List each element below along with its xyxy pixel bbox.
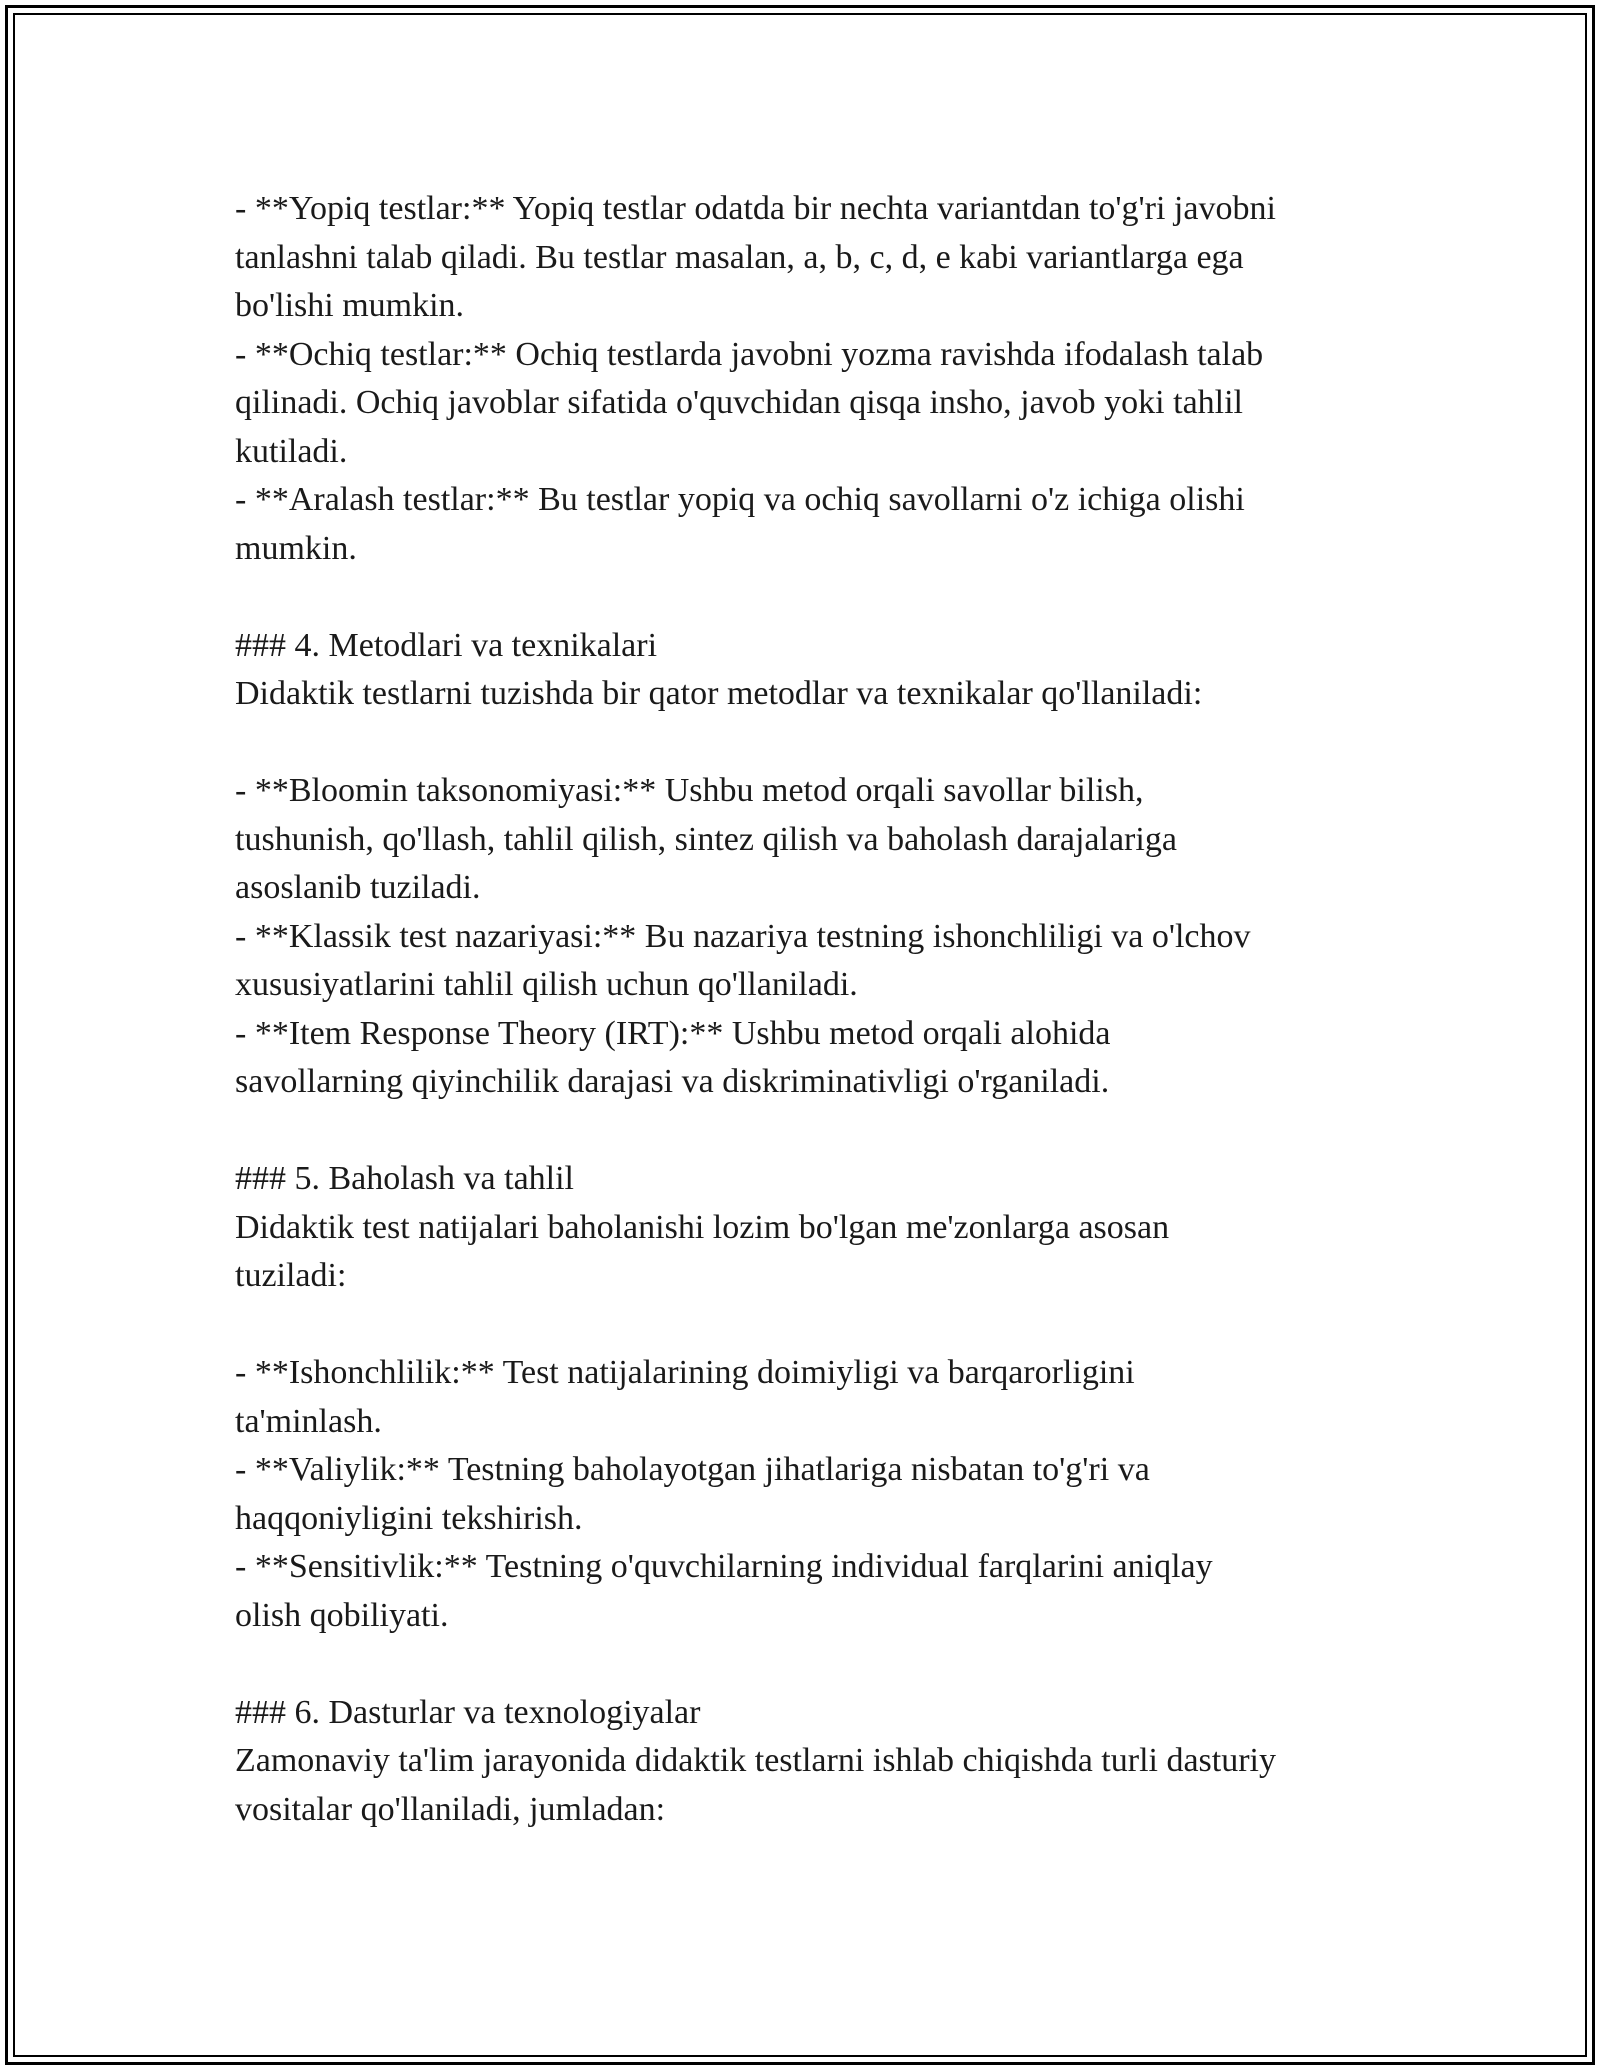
text-line: - **Item Response Theory (IRT):** Ushbu metod orqali alohida — [235, 1014, 1111, 1052]
text-line: mumkin. — [235, 529, 357, 567]
text-line: tushunish, qo'llash, tahlil qilish, sintez qilish va baholash darajalariga — [235, 820, 1177, 858]
text-line: - **Sensitivlik:** Testning o'quvchilarning individual farqlarini aniqlay — [235, 1548, 1213, 1585]
text-line: - **Ishonchlilik:** Test natijalarining doimiyligi va barqarorligini — [235, 1354, 1135, 1391]
blank-line — [235, 1107, 1385, 1156]
text-line: vositalar qo'llaniladi, jumladan: — [235, 1790, 666, 1828]
text-line: olish qobiliyati. — [235, 1596, 449, 1634]
text-line: asoslanib tuziladi. — [235, 869, 481, 906]
text-line: - **Aralash testlar:** Bu testlar yopiq va ochiq savollarni o'z ichiga olishi — [235, 481, 1245, 518]
text-line: tuziladi: — [235, 1257, 347, 1294]
document-body — [235, 185, 1385, 1834]
text-line: haqqoniyligini tekshirish. — [235, 1499, 583, 1537]
text-line: - **Klassik test nazariyasi:** Bu nazariya testning ishonchliligi va o'lchov — [235, 917, 1251, 955]
blank-line — [235, 1640, 1385, 1689]
section-heading: ### 6. Dasturlar va texnologiyalar — [235, 1693, 701, 1731]
text-line: - **Yopiq testlar:** Yopiq testlar odatda bir nechta variantdan to'g'ri javobni — [235, 190, 1276, 227]
text-line: ta'minlash. — [235, 1402, 382, 1440]
text-line: Didaktik test natijalari baholanishi lozim bo'lgan me'zonlarga asosan — [235, 1208, 1170, 1246]
text-line: xususiyatlarini tahlil qilish uchun qo'llaniladi. — [235, 966, 858, 1003]
text-line: bo'lishi mumkin. — [235, 287, 465, 324]
text-line: tanlashni talab qiladi. Bu testlar masalan, a, b, c, d, e kabi variantlarga ega — [235, 238, 1244, 276]
section-heading: ### 4. Metodlari va texnikalari — [235, 626, 658, 664]
text-line: kutiladi. — [235, 432, 348, 470]
text-line: savollarning qiyinchilik darajasi va diskriminativligi o'rganiladi. — [235, 1063, 1110, 1100]
blank-line — [235, 1301, 1385, 1350]
text-line: - **Bloomin taksonomiyasi:** Ushbu metod orqali savollar bilish, — [235, 772, 1144, 809]
blank-line — [235, 719, 1385, 768]
blank-line — [235, 573, 1385, 622]
text-line: Didaktik testlarni tuzishda bir qator metodlar va texnikalar qo'llaniladi: — [235, 675, 1203, 712]
section-heading: ### 5. Baholash va tahlil — [235, 1160, 575, 1197]
text-line: - **Ochiq testlar:** Ochiq testlarda javobni yozma ravishda ifodalash talab — [235, 335, 1264, 373]
text-line: Zamonaviy ta'lim jarayonida didaktik testlarni ishlab chiqishda turli dasturiy — [235, 1742, 1277, 1779]
text-line: - **Valiylik:** Testning baholayotgan jihatlariga nisbatan to'g'ri va — [235, 1451, 1150, 1488]
text-line: qilinadi. Ochiq javoblar sifatida o'quvchidan qisqa insho, javob yoki tahlil — [235, 384, 1243, 421]
